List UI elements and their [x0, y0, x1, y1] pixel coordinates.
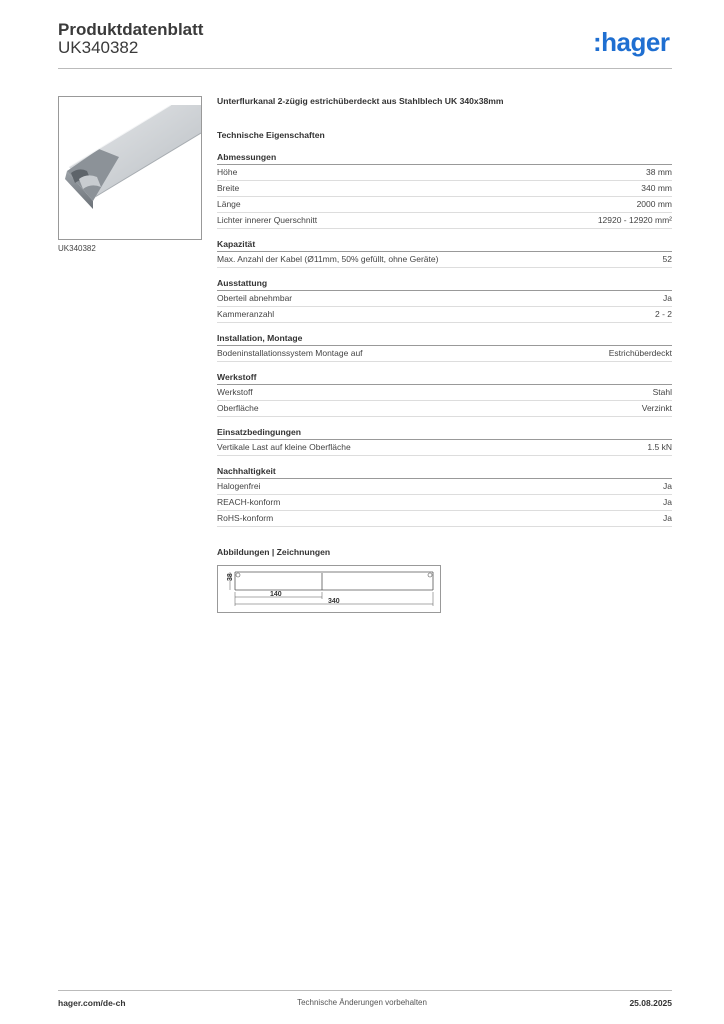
- group-sustainability: [217, 466, 672, 527]
- article-number: UK340382: [58, 38, 139, 57]
- footer-divider: [58, 990, 672, 991]
- group-title: Einsatzbedingungen: [217, 427, 672, 440]
- figures-title: Abbildungen | Zeichnungen: [217, 547, 331, 557]
- page-title: Produktdatenblatt: [58, 20, 204, 39]
- property-row: Max. Anzahl der Kabel (Ø11mm, 50% gefüllt, ohne Geräte) 52: [217, 252, 672, 268]
- group-title: Kapazität: [217, 239, 672, 252]
- dim-height-label: 38: [227, 573, 234, 581]
- property-row: RoHS-konform Ja: [217, 511, 672, 527]
- group-conditions: [217, 427, 672, 456]
- footer-date: 25.08.2025: [629, 998, 672, 1008]
- product-details: [217, 96, 672, 613]
- group-title: Abmessungen: [217, 152, 672, 165]
- property-row: Oberfläche Verzinkt: [217, 401, 672, 417]
- property-row: Vertikale Last auf kleine Oberfläche 1.5 kN: [217, 440, 672, 456]
- group-title: Werkstoff: [217, 372, 672, 385]
- technical-properties-title: Technische Eigenschaften: [217, 130, 325, 140]
- property-row: Länge 2000 mm: [217, 197, 672, 213]
- footer-note: Technische Änderungen vorbehalten: [297, 998, 427, 1007]
- property-row: Werkstoff Stahl: [217, 385, 672, 401]
- technical-drawing: [217, 565, 441, 613]
- product-photo: [58, 96, 202, 240]
- group-title: Ausstattung: [217, 278, 672, 291]
- group-title: Nachhaltigkeit: [217, 466, 672, 479]
- dim-total-label: 340: [328, 598, 340, 605]
- property-row: Breite 340 mm: [217, 181, 672, 197]
- property-row: REACH-konform Ja: [217, 495, 672, 511]
- photo-caption: UK340382: [58, 244, 96, 253]
- group-title: Installation, Montage: [217, 333, 672, 346]
- group-dimensions: [217, 152, 672, 229]
- property-row: Bodeninstallationssystem Montage auf Estrichüberdeckt: [217, 346, 672, 362]
- property-row: Lichter innerer Querschnitt 12920 - 12920 mm²: [217, 213, 672, 229]
- footer-url[interactable]: hager.com/de-ch: [58, 998, 126, 1008]
- group-equipment: [217, 278, 672, 323]
- property-row: Oberteil abnehmbar Ja: [217, 291, 672, 307]
- group-installation: [217, 333, 672, 362]
- property-row: Halogenfrei Ja: [217, 479, 672, 495]
- group-material: [217, 372, 672, 417]
- product-title: Unterflurkanal 2-zügig estrichüberdeckt aus Stahlblech UK 340x38mm: [217, 96, 504, 106]
- property-row: Höhe 38 mm: [217, 165, 672, 181]
- hager-logo: :hager: [593, 27, 670, 57]
- header-divider: [58, 68, 672, 69]
- property-row: Kammeranzahl 2 - 2: [217, 307, 672, 323]
- dim-partial-label: 140: [270, 591, 282, 598]
- group-capacity: [217, 239, 672, 268]
